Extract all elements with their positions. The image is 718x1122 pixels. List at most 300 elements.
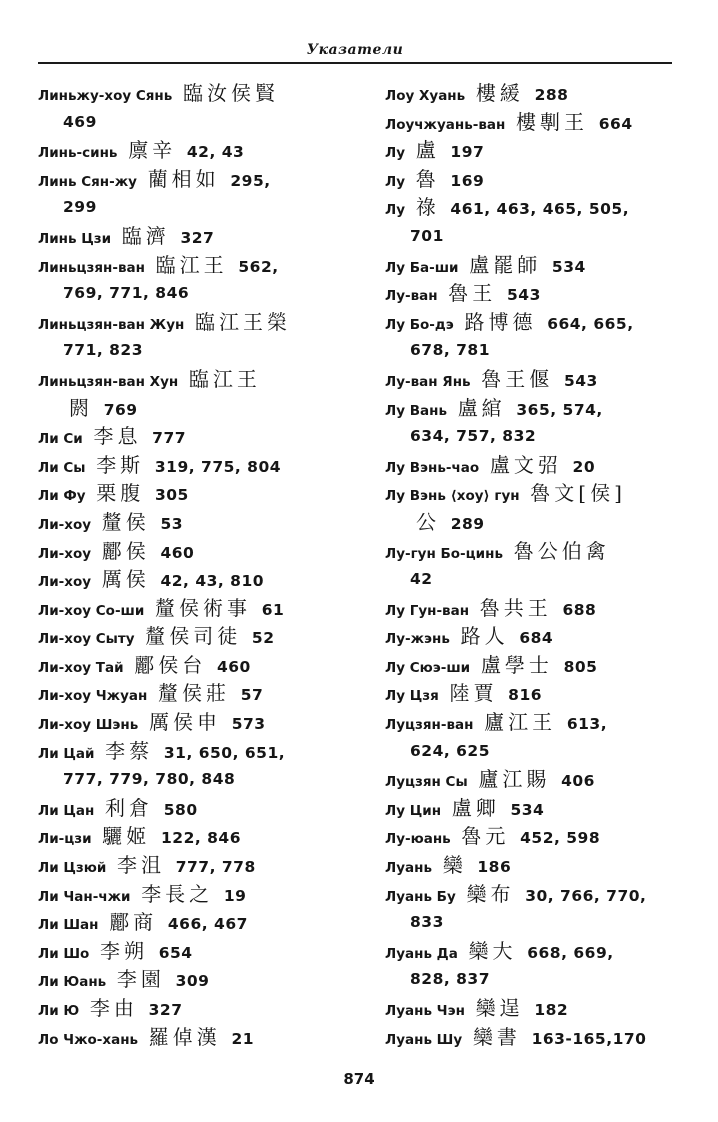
- romanized-name: Лу Ба-ши: [385, 259, 464, 276]
- index-entry: [38, 508, 368, 537]
- entry-line: [38, 794, 368, 823]
- entry-line: [38, 136, 368, 165]
- page-references: 61: [261, 600, 285, 619]
- page-references: 678, 781: [410, 341, 490, 360]
- page-references: 805: [563, 657, 598, 676]
- chinese-characters: 魯: [415, 166, 440, 191]
- entry-line: [38, 1023, 368, 1052]
- chinese-characters: 魯元: [461, 824, 510, 849]
- romanized-name: Линь Сян-жу: [38, 173, 142, 190]
- index-entry: [385, 679, 695, 708]
- index-entry: [38, 908, 368, 937]
- index-entry: [38, 251, 368, 308]
- entry-line: [385, 79, 695, 108]
- romanized-name: Ли-хоу Сыту: [38, 631, 140, 648]
- index-entry: [385, 794, 695, 823]
- index-entry: [38, 479, 368, 508]
- entry-line: [385, 679, 695, 708]
- entry-line: [385, 308, 695, 337]
- page-references: 769: [103, 400, 138, 419]
- page-references: 299: [63, 198, 97, 217]
- index-entry: [38, 222, 368, 251]
- chinese-characters: 栗腹: [96, 481, 145, 506]
- romanized-name: Лоу Хуань: [385, 88, 470, 104]
- chinese-characters: 魯文[侯]: [530, 481, 626, 506]
- entry-line: [38, 479, 368, 508]
- chinese-characters: 李朔: [100, 938, 149, 963]
- romanized-name: Лу Вэнь ⟨хоу⟩ гун: [385, 488, 525, 505]
- entry-continuation-line: [38, 279, 368, 308]
- romanized-name: Луцзян Сы: [385, 774, 473, 791]
- entry-line: [385, 594, 695, 623]
- index-entry: [385, 651, 695, 680]
- entry-line: [38, 222, 368, 251]
- chinese-characters: 廪辛: [128, 138, 177, 163]
- index-entry: [38, 537, 368, 566]
- entry-continuation-line: [38, 193, 368, 222]
- entry-line: [38, 851, 368, 880]
- chinese-characters: 釐侯: [101, 509, 150, 534]
- entry-line: [38, 880, 368, 909]
- romanized-name: Линь Цзи: [38, 230, 116, 247]
- chinese-characters: 盧卿: [451, 795, 500, 820]
- index-entry: [38, 565, 368, 594]
- romanized-name: Лу-ван Янь: [385, 373, 476, 390]
- chinese-characters: 厲侯: [101, 567, 150, 592]
- romanized-name: Лу Цин: [385, 802, 446, 819]
- chinese-characters: 臨江王: [188, 366, 261, 391]
- page-references: 534: [510, 800, 545, 819]
- index-entry: [38, 822, 368, 851]
- page-references: 777: [152, 429, 187, 448]
- entry-continuation-line: [38, 336, 368, 365]
- entry-line: [38, 565, 368, 594]
- page-references: 21: [231, 1029, 255, 1048]
- chinese-characters: 陸賈: [449, 681, 498, 706]
- chinese-characters: 李園: [116, 967, 165, 992]
- chinese-characters: 廬江賜: [478, 767, 551, 792]
- index-entry: [385, 193, 695, 250]
- page-references: 452, 598: [520, 829, 601, 848]
- page-references: 624, 625: [410, 741, 490, 760]
- romanized-name: Линьцзян-ван Хун: [38, 373, 183, 390]
- page-references: 20: [572, 457, 596, 476]
- page-references: 327: [148, 1001, 183, 1019]
- chinese-characters: 臨汝侯賢: [183, 81, 279, 105]
- chinese-characters: 欒大: [468, 938, 517, 963]
- index-entry: [385, 822, 695, 851]
- index-entry: [38, 622, 368, 651]
- entry-line: [38, 622, 368, 651]
- index-entry: [38, 165, 368, 222]
- page-references: 668, 669,: [527, 943, 614, 962]
- entry-continuation-line: [385, 965, 695, 994]
- chinese-characters: 魯王: [448, 281, 497, 306]
- entry-continuation-line: [38, 394, 368, 423]
- chinese-characters: 釐侯術事: [155, 595, 252, 620]
- entry-line: [385, 193, 695, 222]
- index-entry: [385, 622, 695, 651]
- entry-line: [38, 165, 368, 194]
- page-references: 57: [240, 686, 264, 705]
- index-entry: [385, 279, 695, 308]
- page-references: 684: [519, 629, 554, 648]
- chinese-characters: 盧學士: [480, 652, 553, 677]
- page-references: 186: [477, 858, 512, 877]
- romanized-name: Лу-юань: [385, 831, 456, 848]
- chinese-characters: 魯共王: [479, 595, 552, 620]
- page-number: 874: [343, 1070, 375, 1088]
- romanized-name: Ли Си: [38, 431, 88, 448]
- entry-line: [38, 679, 368, 708]
- page-references: 42, 43, 810: [160, 572, 265, 591]
- page-references: 30, 766, 770,: [525, 886, 647, 905]
- index-entry: [385, 251, 695, 280]
- entry-line: [38, 594, 368, 623]
- romanized-name: Луань Шу: [385, 1031, 467, 1048]
- romanized-name: Ли-хоу Чжуан: [38, 688, 153, 705]
- index-entry: [385, 136, 695, 165]
- header-title: Указатели: [306, 42, 404, 58]
- entry-line: [38, 708, 368, 737]
- index-entry: [385, 594, 695, 623]
- chinese-characters: 李蔡: [105, 738, 154, 763]
- entry-line: [385, 165, 695, 194]
- romanized-name: Линь-синь: [38, 145, 123, 162]
- chinese-characters: 李沮: [117, 853, 166, 878]
- index-entry: [38, 794, 368, 823]
- entry-line: [38, 937, 368, 966]
- page-references: 543: [507, 286, 541, 305]
- entry-line: [385, 251, 695, 280]
- index-column-right: [385, 79, 695, 1051]
- chinese-characters: 驪姬: [102, 824, 151, 849]
- romanized-name: Лу: [385, 145, 410, 162]
- index-entry: [385, 880, 695, 937]
- page-references: 289: [450, 514, 485, 533]
- index-entry: [385, 79, 695, 108]
- chinese-characters: 李息: [93, 424, 142, 449]
- index-entry: [385, 479, 695, 536]
- index-entry: [38, 1023, 368, 1052]
- page-references: 654: [158, 943, 193, 962]
- index-entry: [38, 937, 368, 966]
- index-entry: [38, 594, 368, 623]
- entry-line: [38, 508, 368, 537]
- page-references: 309: [175, 972, 210, 991]
- romanized-name: Луань Бу: [385, 888, 461, 905]
- chinese-characters: 釐侯莊: [158, 681, 231, 706]
- page-references: 42, 43: [186, 143, 245, 162]
- page-references: 469: [63, 112, 97, 131]
- romanized-name: Ли Фу: [38, 488, 91, 505]
- page-references: 543: [563, 371, 598, 390]
- chinese-characters: 酈侯: [101, 538, 150, 563]
- chinese-characters: 欒: [442, 853, 467, 878]
- page-references: 319, 775, 804: [154, 457, 282, 476]
- page-references: 613,: [566, 715, 608, 734]
- chinese-characters: 盧綰: [457, 395, 506, 420]
- entry-line: [385, 365, 695, 394]
- chinese-characters: 公: [416, 509, 440, 534]
- romanized-name: Ли Цай: [38, 745, 100, 762]
- entry-continuation-line: [385, 908, 695, 937]
- page-references: 52: [251, 629, 275, 648]
- entry-line: [385, 451, 695, 480]
- chinese-characters: 魯公伯禽: [513, 538, 610, 563]
- entry-continuation-line: [385, 222, 695, 251]
- page-references: 169: [450, 171, 485, 190]
- index-entry: [38, 965, 368, 994]
- chinese-characters: 李長之: [141, 881, 214, 906]
- entry-line: [38, 822, 368, 851]
- entry-line: [38, 422, 368, 451]
- chinese-characters: 李由: [89, 996, 138, 1020]
- chinese-characters: 樓緩: [475, 81, 524, 105]
- romanized-name: Лу Цзя: [385, 688, 444, 705]
- entry-line: [385, 394, 695, 423]
- entry-line: [385, 479, 695, 508]
- entry-line: [38, 965, 368, 994]
- romanized-name: Ли-хоу Со-ши: [38, 602, 150, 619]
- romanized-name: Лу Гун-ван: [385, 602, 474, 619]
- index-entry: [38, 308, 368, 365]
- page-references: 634, 757, 832: [410, 427, 537, 446]
- page-references: 833: [410, 913, 444, 932]
- romanized-name: Лу: [385, 173, 410, 190]
- page-references: 573: [231, 715, 266, 734]
- romanized-name: Ли-хоу Шэнь: [38, 717, 144, 734]
- romanized-name: Луань Да: [385, 945, 463, 962]
- page-references: 182: [534, 1001, 569, 1019]
- index-entry: [38, 851, 368, 880]
- romanized-name: Лу Вань: [385, 402, 452, 419]
- romanized-name: Лу: [385, 202, 410, 219]
- chinese-characters: 閼: [69, 395, 93, 420]
- chinese-characters: 盧罷師: [469, 252, 542, 277]
- chinese-characters: 臨濟: [121, 223, 170, 248]
- chinese-characters: 魯王偃: [481, 366, 554, 391]
- page-references: 288: [534, 86, 569, 104]
- romanized-name: Ли Сы: [38, 459, 91, 476]
- chinese-characters: 欒書: [472, 1024, 521, 1049]
- page-references: 460: [160, 543, 195, 562]
- chinese-characters: 羅倬漢: [148, 1024, 221, 1049]
- entry-continuation-line: [385, 565, 695, 594]
- romanized-name: Ли Чан-чжи: [38, 888, 136, 905]
- entry-continuation-line: [385, 336, 695, 365]
- romanized-name: Луань Чэн: [385, 1003, 470, 1019]
- romanized-name: Ли-хоу Тай: [38, 659, 129, 676]
- romanized-name: Ли Ю: [38, 1003, 84, 1019]
- index-entry: [385, 765, 695, 794]
- romanized-name: Ли Цан: [38, 802, 100, 819]
- index-column-left: [38, 79, 368, 1051]
- index-entry: [385, 308, 695, 365]
- romanized-name: Ли Цзюй: [38, 860, 112, 877]
- page-references: 816: [508, 686, 543, 705]
- chinese-characters: 盧: [415, 138, 440, 163]
- romanized-name: Лу Вэнь-чао: [385, 459, 484, 476]
- entry-line: [38, 308, 368, 337]
- page-references: 461, 463, 465, 505,: [450, 200, 630, 219]
- entry-line: [38, 908, 368, 937]
- romanized-name: Ли-хоу: [38, 516, 96, 533]
- entry-continuation-line: [38, 765, 368, 794]
- chinese-characters: 酈商: [109, 910, 158, 935]
- romanized-name: Лу-жэнь: [385, 631, 455, 648]
- entry-line: [385, 822, 695, 851]
- entry-continuation-line: [38, 108, 368, 137]
- entry-line: [385, 937, 695, 966]
- romanized-name: Луцзян-ван: [385, 717, 479, 734]
- page-references: 163-165,170: [531, 1029, 647, 1048]
- header-rule: [38, 62, 672, 64]
- entry-line: [385, 622, 695, 651]
- romanized-name: Ли-хоу: [38, 545, 96, 562]
- romanized-name: Ли Юань: [38, 974, 111, 991]
- entry-line: [38, 251, 368, 280]
- entry-continuation-line: [385, 508, 695, 537]
- page-references: 327: [180, 228, 215, 247]
- index-entry: [38, 994, 368, 1023]
- chinese-characters: 藺相如: [147, 166, 220, 191]
- page-references: 406: [561, 772, 595, 791]
- index-entry: [385, 165, 695, 194]
- chinese-characters: 臨江王: [155, 252, 228, 277]
- page-references: 777, 779, 780, 848: [63, 770, 236, 789]
- romanized-name: Ли-цзи: [38, 831, 97, 848]
- entry-line: [385, 108, 695, 137]
- chinese-characters: 李斯: [96, 452, 145, 477]
- chinese-characters: 路博德: [464, 309, 537, 334]
- romanized-name: Лу Сюэ-ши: [385, 659, 475, 676]
- entry-line: [385, 537, 695, 566]
- romanized-name: Ли Шан: [38, 917, 104, 934]
- index-entry: [385, 451, 695, 480]
- entry-line: [38, 537, 368, 566]
- page-references: 664: [598, 114, 633, 133]
- chinese-characters: 路人: [460, 624, 509, 649]
- entry-continuation-line: [385, 422, 695, 451]
- page-references: 42: [410, 570, 433, 589]
- page-references: 305: [154, 486, 189, 505]
- entry-line: [385, 880, 695, 909]
- page-references: 460: [216, 657, 251, 676]
- entry-line: [38, 451, 368, 480]
- chinese-characters: 樓剸王: [516, 109, 589, 134]
- romanized-name: Лу-гун Бо-цинь: [385, 545, 508, 562]
- page-references: 466, 467: [167, 915, 248, 934]
- entry-line: [385, 851, 695, 880]
- index-entry: [38, 737, 368, 794]
- entry-line: [385, 1023, 695, 1052]
- romanized-name: Ли Шо: [38, 945, 95, 962]
- page-references: 771, 823: [63, 341, 143, 360]
- romanized-name: Линьцзян-ван: [38, 259, 150, 276]
- page-references: 197: [450, 143, 485, 162]
- page-references: 701: [410, 226, 444, 245]
- romanized-name: Лу Бо-дэ: [385, 316, 459, 333]
- page-references: 828, 837: [410, 970, 490, 989]
- chinese-characters: 廬江王: [484, 710, 557, 735]
- romanized-name: Ли-хоу: [38, 574, 96, 591]
- chinese-characters: 欒布: [466, 881, 515, 906]
- page-references: 534: [551, 257, 586, 276]
- index-entry: [385, 365, 695, 394]
- entry-line: [385, 708, 695, 737]
- page-references: 769, 771, 846: [63, 284, 190, 303]
- index-entry: [385, 937, 695, 994]
- index-entry: [385, 851, 695, 880]
- romanized-name: Линьцзян-ван Жун: [38, 316, 190, 333]
- entry-line: [38, 737, 368, 766]
- index-entry: [385, 537, 695, 594]
- index-entry: [385, 108, 695, 137]
- index-entry: [385, 994, 695, 1023]
- romanized-name: Ло Чжо-хань: [38, 1031, 143, 1048]
- chinese-characters: 厲侯申: [149, 710, 222, 735]
- chinese-characters: 酈侯台: [134, 652, 207, 677]
- page-references: 562,: [238, 257, 279, 276]
- running-header: [38, 38, 672, 66]
- page-references: 365, 574,: [516, 400, 603, 419]
- page-references: 19: [223, 886, 247, 905]
- entry-line: [38, 994, 368, 1023]
- entry-line: [385, 651, 695, 680]
- page-references: 122, 846: [161, 829, 241, 848]
- index-entry: [385, 708, 695, 765]
- index-entry: [38, 422, 368, 451]
- entry-line: [385, 794, 695, 823]
- index-entry: [38, 880, 368, 909]
- index-entry: [38, 708, 368, 737]
- chinese-characters: 釐侯司徒: [145, 624, 242, 649]
- index-entry: [38, 651, 368, 680]
- romanized-name: Линьжу-хоу Сянь: [38, 88, 177, 104]
- chinese-characters: 祿: [415, 195, 440, 220]
- page-references: 777, 778: [175, 858, 256, 877]
- entry-line: [385, 136, 695, 165]
- entry-continuation-line: [385, 737, 695, 766]
- entry-line: [385, 279, 695, 308]
- index-entry: [38, 136, 368, 165]
- chinese-characters: 欒逞: [475, 996, 524, 1020]
- page-references: 31, 650, 651,: [163, 743, 286, 762]
- page-references: 295,: [230, 171, 271, 190]
- index-entry: [38, 365, 368, 422]
- index-entry: [385, 1023, 695, 1052]
- entry-line: [385, 765, 695, 794]
- index-entry: [385, 394, 695, 451]
- chinese-characters: 臨江王榮: [195, 309, 292, 334]
- entry-line: [38, 651, 368, 680]
- romanized-name: Лоучжуань-ван: [385, 116, 511, 133]
- index-entry: [38, 79, 368, 136]
- index-entry: [38, 451, 368, 480]
- entry-line: [38, 79, 368, 108]
- page-references: 664, 665,: [547, 314, 634, 333]
- chinese-characters: 利倉: [105, 795, 154, 820]
- chinese-characters: 盧文弨: [489, 452, 562, 477]
- entry-line: [38, 365, 368, 394]
- page-references: 53: [160, 514, 184, 533]
- romanized-name: Луань: [385, 860, 437, 877]
- page-references: 688: [562, 600, 597, 619]
- index-entry: [38, 679, 368, 708]
- romanized-name: Лу-ван: [385, 288, 443, 305]
- page-references: 580: [163, 800, 198, 819]
